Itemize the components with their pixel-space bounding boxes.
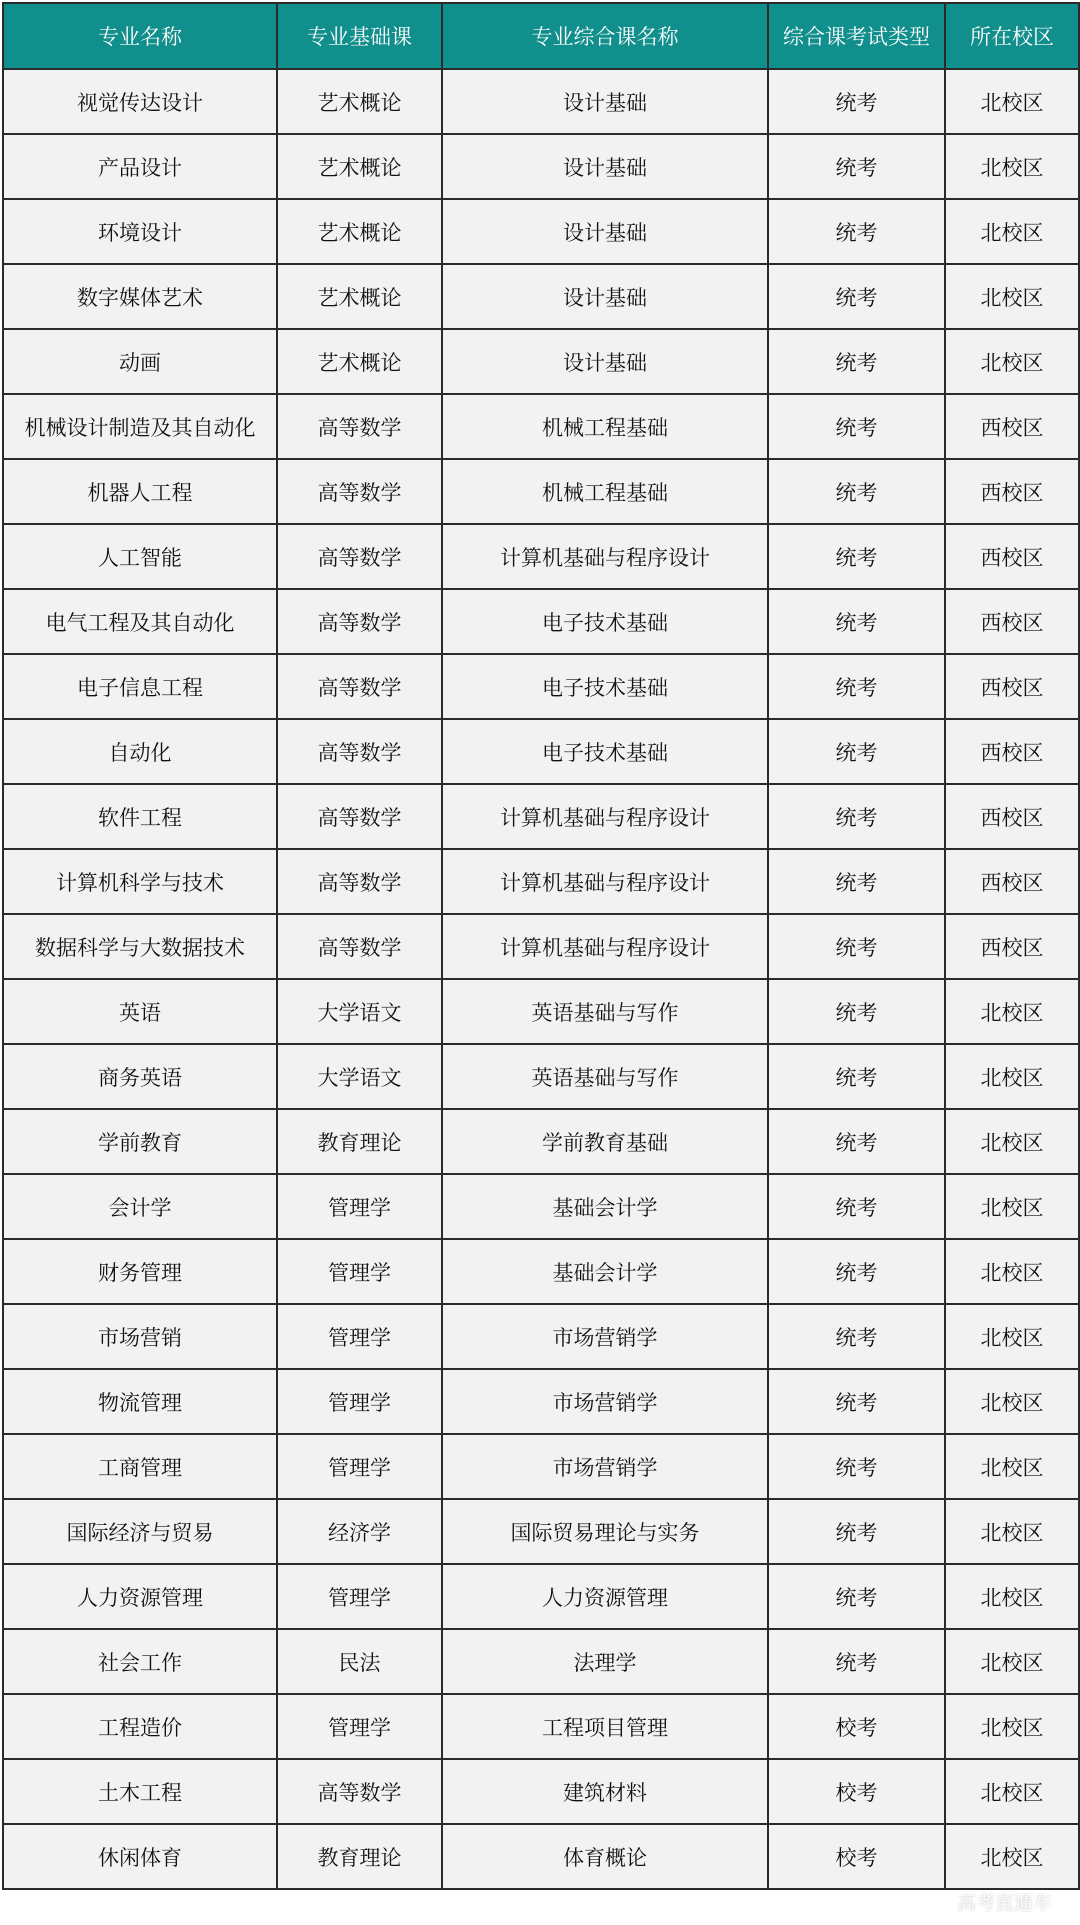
cell-campus: 北校区 bbox=[945, 1044, 1079, 1109]
table-row bbox=[3, 1694, 1079, 1759]
cell-basic-course: 大学语文 bbox=[277, 979, 442, 1044]
cell-major-name: 产品设计 bbox=[3, 134, 277, 199]
cell-exam-type: 校考 bbox=[768, 1824, 945, 1889]
cell-basic-course: 艺术概论 bbox=[277, 264, 442, 329]
cell-comprehensive-course: 市场营销学 bbox=[442, 1369, 768, 1434]
cell-comprehensive-course: 计算机基础与程序设计 bbox=[442, 784, 768, 849]
cell-basic-course: 民法 bbox=[277, 1629, 442, 1694]
cell-campus: 西校区 bbox=[945, 784, 1079, 849]
cell-exam-type: 统考 bbox=[768, 1044, 945, 1109]
table-row bbox=[3, 329, 1079, 394]
cell-campus: 北校区 bbox=[945, 1694, 1079, 1759]
cell-basic-course: 高等数学 bbox=[277, 394, 442, 459]
table-row bbox=[3, 784, 1079, 849]
cell-basic-course: 经济学 bbox=[277, 1499, 442, 1564]
cell-exam-type: 统考 bbox=[768, 1174, 945, 1239]
cell-major-name: 物流管理 bbox=[3, 1369, 277, 1434]
header-basic-course: 专业基础课 bbox=[277, 3, 442, 69]
table-row bbox=[3, 134, 1079, 199]
cell-exam-type: 统考 bbox=[768, 849, 945, 914]
cell-campus: 北校区 bbox=[945, 329, 1079, 394]
cell-comprehensive-course: 学前教育基础 bbox=[442, 1109, 768, 1174]
cell-comprehensive-course: 电子技术基础 bbox=[442, 654, 768, 719]
cell-exam-type: 统考 bbox=[768, 199, 945, 264]
cell-comprehensive-course: 人力资源管理 bbox=[442, 1564, 768, 1629]
cell-campus: 西校区 bbox=[945, 394, 1079, 459]
cell-comprehensive-course: 基础会计学 bbox=[442, 1174, 768, 1239]
table-row bbox=[3, 69, 1079, 134]
cell-exam-type: 统考 bbox=[768, 589, 945, 654]
cell-comprehensive-course: 工程项目管理 bbox=[442, 1694, 768, 1759]
table-row bbox=[3, 1109, 1079, 1174]
table-row bbox=[3, 654, 1079, 719]
cell-comprehensive-course: 机械工程基础 bbox=[442, 459, 768, 524]
table-row bbox=[3, 1369, 1079, 1434]
table-row bbox=[3, 1629, 1079, 1694]
cell-campus: 北校区 bbox=[945, 134, 1079, 199]
cell-comprehensive-course: 体育概论 bbox=[442, 1824, 768, 1889]
cell-campus: 西校区 bbox=[945, 524, 1079, 589]
table-row bbox=[3, 849, 1079, 914]
table-row bbox=[3, 1239, 1079, 1304]
cell-major-name: 商务英语 bbox=[3, 1044, 277, 1109]
cell-comprehensive-course: 电子技术基础 bbox=[442, 589, 768, 654]
cell-basic-course: 管理学 bbox=[277, 1174, 442, 1239]
cell-comprehensive-course: 设计基础 bbox=[442, 264, 768, 329]
cell-comprehensive-course: 设计基础 bbox=[442, 329, 768, 394]
cell-basic-course: 高等数学 bbox=[277, 849, 442, 914]
cell-basic-course: 高等数学 bbox=[277, 914, 442, 979]
cell-exam-type: 统考 bbox=[768, 1369, 945, 1434]
cell-comprehensive-course: 设计基础 bbox=[442, 134, 768, 199]
cell-major-name: 人工智能 bbox=[3, 524, 277, 589]
cell-campus: 北校区 bbox=[945, 199, 1079, 264]
cell-basic-course: 管理学 bbox=[277, 1434, 442, 1499]
cell-basic-course: 高等数学 bbox=[277, 1759, 442, 1824]
cell-exam-type: 统考 bbox=[768, 394, 945, 459]
cell-major-name: 软件工程 bbox=[3, 784, 277, 849]
cell-campus: 西校区 bbox=[945, 589, 1079, 654]
cell-basic-course: 管理学 bbox=[277, 1564, 442, 1629]
cell-campus: 北校区 bbox=[945, 264, 1079, 329]
cell-exam-type: 统考 bbox=[768, 1109, 945, 1174]
cell-major-name: 社会工作 bbox=[3, 1629, 277, 1694]
table-row bbox=[3, 1434, 1079, 1499]
cell-exam-type: 统考 bbox=[768, 134, 945, 199]
cell-major-name: 电子信息工程 bbox=[3, 654, 277, 719]
cell-campus: 北校区 bbox=[945, 1369, 1079, 1434]
table-row bbox=[3, 1824, 1079, 1889]
cell-major-name: 人力资源管理 bbox=[3, 1564, 277, 1629]
cell-major-name: 工程造价 bbox=[3, 1694, 277, 1759]
cell-comprehensive-course: 电子技术基础 bbox=[442, 719, 768, 784]
cell-exam-type: 统考 bbox=[768, 719, 945, 784]
cell-exam-type: 统考 bbox=[768, 1304, 945, 1369]
cell-major-name: 自动化 bbox=[3, 719, 277, 784]
cell-campus: 西校区 bbox=[945, 719, 1079, 784]
cell-major-name: 环境设计 bbox=[3, 199, 277, 264]
cell-basic-course: 教育理论 bbox=[277, 1109, 442, 1174]
header-exam-type: 综合课考试类型 bbox=[768, 3, 945, 69]
cell-campus: 北校区 bbox=[945, 1434, 1079, 1499]
cell-exam-type: 统考 bbox=[768, 784, 945, 849]
cell-campus: 西校区 bbox=[945, 914, 1079, 979]
cell-comprehensive-course: 计算机基础与程序设计 bbox=[442, 849, 768, 914]
cell-exam-type: 统考 bbox=[768, 69, 945, 134]
cell-comprehensive-course: 英语基础与写作 bbox=[442, 979, 768, 1044]
table-row bbox=[3, 394, 1079, 459]
cell-campus: 北校区 bbox=[945, 1629, 1079, 1694]
header-comprehensive-course: 专业综合课名称 bbox=[442, 3, 768, 69]
cell-major-name: 机械设计制造及其自动化 bbox=[3, 394, 277, 459]
cell-major-name: 土木工程 bbox=[3, 1759, 277, 1824]
table-row bbox=[3, 1759, 1079, 1824]
cell-major-name: 机器人工程 bbox=[3, 459, 277, 524]
cell-basic-course: 高等数学 bbox=[277, 719, 442, 784]
cell-exam-type: 统考 bbox=[768, 264, 945, 329]
cell-campus: 西校区 bbox=[945, 654, 1079, 719]
table-row bbox=[3, 1304, 1079, 1369]
cell-basic-course: 管理学 bbox=[277, 1239, 442, 1304]
table-row bbox=[3, 719, 1079, 784]
cell-campus: 西校区 bbox=[945, 459, 1079, 524]
table-row bbox=[3, 1044, 1079, 1109]
table-row bbox=[3, 1499, 1079, 1564]
cell-major-name: 学前教育 bbox=[3, 1109, 277, 1174]
table-row bbox=[3, 1564, 1079, 1629]
cell-comprehensive-course: 市场营销学 bbox=[442, 1304, 768, 1369]
cell-major-name: 国际经济与贸易 bbox=[3, 1499, 277, 1564]
cell-major-name: 财务管理 bbox=[3, 1239, 277, 1304]
cell-major-name: 动画 bbox=[3, 329, 277, 394]
table-row bbox=[3, 524, 1079, 589]
cell-comprehensive-course: 设计基础 bbox=[442, 199, 768, 264]
cell-campus: 北校区 bbox=[945, 1174, 1079, 1239]
watermark-text: 高考直通车 bbox=[956, 1892, 1052, 1914]
cell-campus: 北校区 bbox=[945, 979, 1079, 1044]
cell-comprehensive-course: 计算机基础与程序设计 bbox=[442, 914, 768, 979]
cell-exam-type: 统考 bbox=[768, 524, 945, 589]
cell-campus: 北校区 bbox=[945, 1824, 1079, 1889]
table-row bbox=[3, 914, 1079, 979]
cell-basic-course: 高等数学 bbox=[277, 589, 442, 654]
cell-basic-course: 高等数学 bbox=[277, 784, 442, 849]
cell-exam-type: 统考 bbox=[768, 329, 945, 394]
cell-exam-type: 统考 bbox=[768, 1434, 945, 1499]
cell-major-name: 电气工程及其自动化 bbox=[3, 589, 277, 654]
table-row bbox=[3, 589, 1079, 654]
cell-exam-type: 统考 bbox=[768, 654, 945, 719]
cell-comprehensive-course: 计算机基础与程序设计 bbox=[442, 524, 768, 589]
cell-exam-type: 统考 bbox=[768, 979, 945, 1044]
cell-major-name: 市场营销 bbox=[3, 1304, 277, 1369]
cell-exam-type: 校考 bbox=[768, 1694, 945, 1759]
cell-exam-type: 统考 bbox=[768, 914, 945, 979]
major-course-table-container bbox=[2, 2, 1078, 1890]
cell-basic-course: 教育理论 bbox=[277, 1824, 442, 1889]
cell-campus: 北校区 bbox=[945, 1499, 1079, 1564]
table-row bbox=[3, 979, 1079, 1044]
cell-campus: 北校区 bbox=[945, 1239, 1079, 1304]
header-campus: 所在校区 bbox=[945, 3, 1079, 69]
cell-major-name: 视觉传达设计 bbox=[3, 69, 277, 134]
cell-exam-type: 校考 bbox=[768, 1759, 945, 1824]
cell-basic-course: 大学语文 bbox=[277, 1044, 442, 1109]
cell-exam-type: 统考 bbox=[768, 1629, 945, 1694]
cell-exam-type: 统考 bbox=[768, 1564, 945, 1629]
cell-exam-type: 统考 bbox=[768, 1239, 945, 1304]
table-header bbox=[3, 3, 1079, 69]
cell-campus: 西校区 bbox=[945, 849, 1079, 914]
cell-major-name: 数据科学与大数据技术 bbox=[3, 914, 277, 979]
cell-major-name: 计算机科学与技术 bbox=[3, 849, 277, 914]
cell-campus: 北校区 bbox=[945, 1759, 1079, 1824]
cell-comprehensive-course: 国际贸易理论与实务 bbox=[442, 1499, 768, 1564]
cell-comprehensive-course: 机械工程基础 bbox=[442, 394, 768, 459]
cell-comprehensive-course: 法理学 bbox=[442, 1629, 768, 1694]
cell-basic-course: 高等数学 bbox=[277, 654, 442, 719]
cell-major-name: 数字媒体艺术 bbox=[3, 264, 277, 329]
cell-major-name: 工商管理 bbox=[3, 1434, 277, 1499]
cell-campus: 北校区 bbox=[945, 1109, 1079, 1174]
cell-basic-course: 管理学 bbox=[277, 1304, 442, 1369]
table-row bbox=[3, 199, 1079, 264]
cell-comprehensive-course: 基础会计学 bbox=[442, 1239, 768, 1304]
table-body bbox=[3, 69, 1079, 1889]
table-row bbox=[3, 459, 1079, 524]
cell-campus: 北校区 bbox=[945, 1564, 1079, 1629]
cell-basic-course: 艺术概论 bbox=[277, 199, 442, 264]
cell-basic-course: 管理学 bbox=[277, 1694, 442, 1759]
cell-major-name: 休闲体育 bbox=[3, 1824, 277, 1889]
cell-comprehensive-course: 英语基础与写作 bbox=[442, 1044, 768, 1109]
cell-basic-course: 管理学 bbox=[277, 1369, 442, 1434]
cell-campus: 北校区 bbox=[945, 1304, 1079, 1369]
cell-exam-type: 统考 bbox=[768, 459, 945, 524]
cell-basic-course: 高等数学 bbox=[277, 459, 442, 524]
cell-comprehensive-course: 建筑材料 bbox=[442, 1759, 768, 1824]
cell-campus: 北校区 bbox=[945, 69, 1079, 134]
cell-exam-type: 统考 bbox=[768, 1499, 945, 1564]
header-major-name: 专业名称 bbox=[3, 3, 277, 69]
cell-basic-course: 高等数学 bbox=[277, 524, 442, 589]
cell-basic-course: 艺术概论 bbox=[277, 329, 442, 394]
table-row bbox=[3, 264, 1079, 329]
cell-comprehensive-course: 设计基础 bbox=[442, 69, 768, 134]
cell-major-name: 会计学 bbox=[3, 1174, 277, 1239]
cell-basic-course: 艺术概论 bbox=[277, 69, 442, 134]
table-row bbox=[3, 1174, 1079, 1239]
header-row bbox=[3, 3, 1079, 69]
cell-basic-course: 艺术概论 bbox=[277, 134, 442, 199]
cell-comprehensive-course: 市场营销学 bbox=[442, 1434, 768, 1499]
cell-major-name: 英语 bbox=[3, 979, 277, 1044]
major-course-table bbox=[2, 2, 1080, 1890]
